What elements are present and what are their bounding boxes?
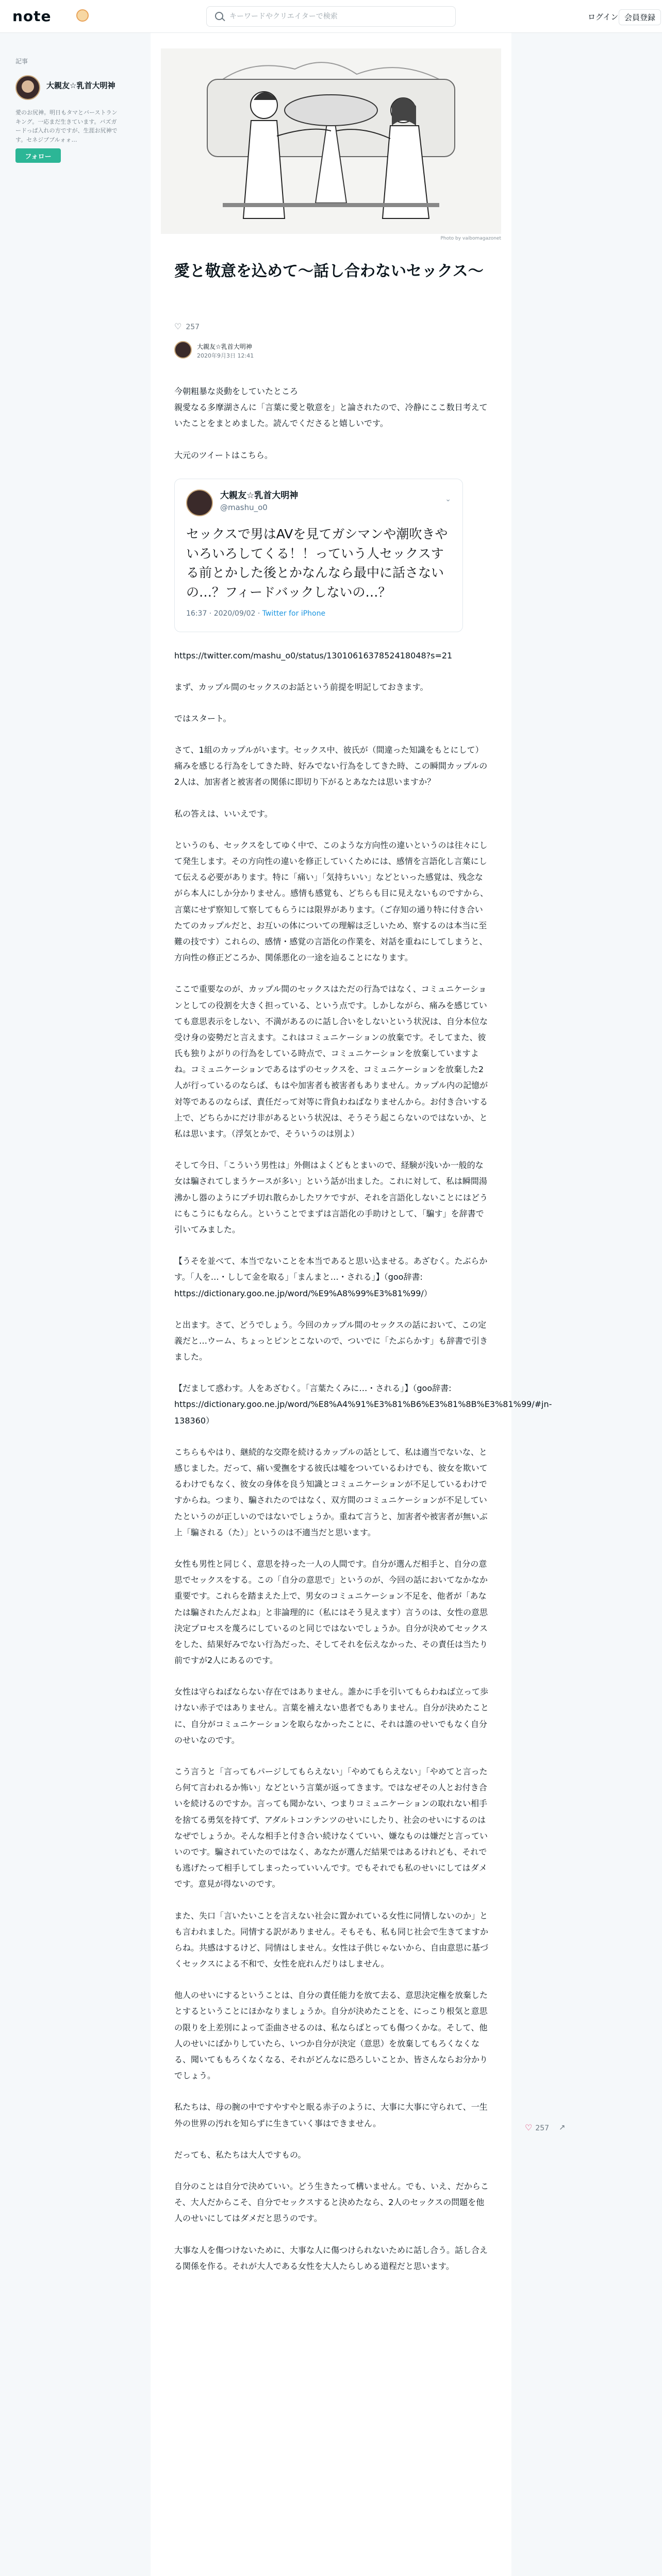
floating-like-count: 257 <box>535 2124 550 2132</box>
paragraph: 【うそを並べて、本当でないことを本当であると思い込ませる。あざむく。たぶらかす。「人を…・しして金を取る」「まんまと…・される」】（goo辞書: https://dictionary.goo.ne.jp/word/%E9%A8%99%E3%81%99/） <box>174 1256 488 1298</box>
paragraph: こちらもやはり、継続的な交際を続けるカップルの話として、私は適当でないな、と感じました。だって、痛い愛撫をする彼氏は嘘をついているわけでも、彼女を欺いてるわけでもなく、彼女の身体を良う知識とコミュニケーションが不足しているわけですからね。つまり、騙されたのではなく、双方間のコミュニケーションが不足していたというのが正しいのではないでしょうか。重ねて言うと、加害者や被害者が無いぶ上「騙される（た）」というのは不適当だと思います。 <box>174 1447 488 1537</box>
tweet-meta: 16:37 · 2020/09/02 · Twitter for iPhone <box>186 609 326 618</box>
paragraph: 【だまして惑わす。人をあざむく。「言葉たくみに…・される」】（goo辞書: https://dictionary.goo.ne.jp/word/%E8%A4%91%E3%81%B6%E3%81%8B%E3%81%99/#jn-138360） <box>174 1383 552 1426</box>
paragraph: 自分のことは自分で決めていい。どう生きたって構いません。でも、いえ、だからこそ、大人だからこそ、自分でセックスすると決めたなら、2人のセックスの問題を他人のせいにしてはダメだと思うのです。 <box>174 2181 489 2224</box>
avatar[interactable] <box>186 489 213 516</box>
heart-icon[interactable]: ♡ <box>174 321 182 331</box>
photo-credit: Photo by vaibomagazonet <box>440 236 501 241</box>
paragraph: ではスタート。 <box>174 713 231 723</box>
signup-button[interactable]: 会員登録 <box>619 9 661 25</box>
intro-paragraph: 今朝粗暴な炎動をしていたところ 親愛なる多摩湖さんに「言葉に愛と敬意を」と論されたので、冷静にここ数日考えていたことをまとめました。読んでくださると嬉しいです。 <box>174 386 488 429</box>
paragraph: と出ます。さて、どうでしょう。今回のカップル間のセックスの話において、この定義だと…ウーム、ちょっとピンとこないので、ついでに「たぶらかす」も辞書で引きました。 <box>174 1319 488 1362</box>
avatar[interactable] <box>174 341 192 359</box>
mascot-icon <box>76 9 89 22</box>
like-count-value: 257 <box>186 323 200 331</box>
login-link[interactable]: ログイン <box>588 12 619 22</box>
embedded-tweet[interactable] <box>174 479 463 632</box>
creator-bio: 愛のお尻神。明日もタマとバーストランキング。一応まだ生きています。バズガードっぱ入れの方ですが、生涯お尻神です。セネジブブルォォ… <box>15 109 118 143</box>
paragraph: だっても、私たちは大人ですもの。 <box>174 2149 306 2160</box>
avatar[interactable] <box>15 75 40 100</box>
hero-illustration <box>161 48 501 234</box>
paragraph: 女性も男性と同じく、意思を持った一人の人間です。自分が選んだ相手と、自分の意思でセックスをする。この「自分の意思で」というのが、今回の話においてなかなか重要です。これらを踏まえた上で、男女のコミュニケーション不足を、他者が「あなたは騙されたんだよね」と非論理的に（私にはそう見えます）言うのは、女性の意思決定プロセスを蔑ろにしているのと同じではないでしょうか。自分が決めてセックスをした、結果好みでない行為だった、そしてそれを伝えなかった、その責任は当たり前ですが2人にあるのです。 <box>174 1558 488 1666</box>
tweet-url[interactable]: https://twitter.com/mashu_o0/status/1301061637852418048?s=21 <box>174 650 453 660</box>
paragraph: ここで重要なのが、カップル間のセックスはただの行為ではなく、コミュニケーションとしての役割を大きく担っている、という点です。しかしながら、痛みを感じていても意思表示をしない、不満があるのに話し合いをしないという状況は、自分本位な受け身の姿勢だと言えます。これはコミュニケーションの放棄です。そしてまた、彼氏も独りよがりの行為をしている時点で、コミュニケーションを放棄していますよね。コミュニケーションであるはずのセックスを、コミュニケーションを放棄した2人が行っているのならば、もはや加害者も被害者もありません。カップル内の記憶が対等であるのならば、責任だって対等に背負わねばなりませんから。お付き合いする上で、どちらかにだけ非があるという状況は、そうそう起こらないのではないか、と私は思います。（浮気とかで、そういうのは別よ） <box>174 984 488 1139</box>
paragraph: そして今日、「こういう男性は」外側はよくどもとまいので、経験が浅いか一般的な女は騙されてしまうケースが多い」という話が出ました。これに対して、私は瞬間湯沸かし器のようにプチ切れ散らかしたワケですが、それを言語化しないことにはどうにもこうにもならん。ということでまずは言語化の手助けとして、「騙す」を辞書で引いてみました。 <box>174 1160 488 1234</box>
paragraph: 女性は守らねばならない存在ではありません。誰かに手を引いてもらわねば立って歩けない赤子ではありません。言葉を補えない患者でもありません。自分が決めたことに、自分がコミュニケーションを取らなかったことに、それは誰のせいでもなく自分のせいなのです。 <box>174 1687 489 1745</box>
note-logo[interactable]: note <box>12 8 52 25</box>
floating-like-button[interactable] <box>525 2123 549 2132</box>
paragraph: こう言うと「言ってもパージしてもらえない」「やめてもらえない」「やめてと言ったら何て言われるか怖い」などという言葉が返ってきます。ではなぜその人とお付き合いを続けるのですか。言っても聞かない、つまりコミュニケーションの取れない相手を捨てる勇気を持てず、アダルトコンテンツのせいにしたり、社会のせいにするのはなぜでしょうか。そんな相手と付き合い続けなくていい、嫌なものは嫌だと言っていいのです。騙されていたのではなく、あなたが選んだ結果ではあるけれども、それでも逃げたって相手してしまったっていいんです。でもそれでも私のせいにしてはダメです。意見が得ないのです。 <box>174 1767 488 1889</box>
author-name[interactable]: 大親友☆乳首大明神 <box>197 343 252 350</box>
chevron-down-icon[interactable]: ⌄ <box>445 495 451 503</box>
article-title: 愛と敬意を込めて〜話し合わないセックス〜 <box>174 262 484 280</box>
share-icon[interactable]: ↗ <box>559 2123 566 2132</box>
tweet-source-link[interactable]: Twitter for iPhone <box>262 609 326 618</box>
sidebar-label: 記事 <box>15 58 28 65</box>
tweet-text: セックスで男はAVを見てガシマンや潮吹きやいろいろしてくる！！っていう人セックスする前とかした後とかなんなら最中に話さないの…？フィードバックしないの…？ <box>186 527 448 600</box>
tweet-time[interactable]: 16:37 · 2020/09/02 <box>186 609 256 618</box>
paragraph: 私たちは、母の腕の中ですやすやと眠る赤子のように、大事に大事に守られて、一生外の世界の汚れを知らずに生きていく事はできません。 <box>174 2102 488 2128</box>
creator-name[interactable]: 大親友☆乳首大明神 <box>46 81 115 90</box>
site-header <box>0 0 662 33</box>
paragraph: まず、カップル間のセックスのお話という前提を明記しておきます。 <box>174 682 428 692</box>
publish-date: 2020年9月3日 12:41 <box>197 352 254 359</box>
paragraph: 他人のせいにするということは、自分の責任能力を放て去る、意思決定権を放棄したとするということにほかなりましょうか。自分が決めたことを、にっこり根気と意思の限りを上差別によって歪曲させるのは、私ならばとっても傷つくかな。そして、他人のせいにばかりしていたら、いつか自分が決定（意思）を放棄してもろくなくなる、聞いてももろくなくなる、それがどんなに恐ろしいことか、皆さんならお分かりでしょう。 <box>174 1990 488 2081</box>
tweet-lead: 大元のツイートはこちら。 <box>174 450 273 460</box>
paragraph: また、失口「言いたいことを言えない社会に置かれている女性に同情しないのか」とも言われました。同情する訳がありません。そもそも、私も同じ社会で生きてますからね。共感はするけど、同情はしません。女性は子供じゃないから、自由意思に基づくセックスによる不和で、女性を庇れんだりはしません。 <box>174 1910 488 1969</box>
search-box[interactable] <box>206 6 456 27</box>
paragraph: さて、1組のカップルがいます。セックス中、彼氏が（間違った知識をもとにして）痛みを感じる行為をしてきた時、好みでない行為をしてきた時、この瞬間カップルの2人は、加害者と被害者の関係に即切り下がるとあなたは思いますか？ <box>174 745 488 787</box>
tweet-author-name[interactable]: 大親友☆乳首大明神 <box>220 490 299 501</box>
follow-button[interactable]: フォロー <box>15 148 61 163</box>
article <box>151 33 552 2576</box>
paragraph: 私の答えは、いいえです。 <box>174 808 273 819</box>
search-icon <box>215 12 223 20</box>
like-count[interactable] <box>174 321 200 331</box>
heart-icon[interactable]: ♡ <box>525 2123 533 2132</box>
paragraph: というのも、セックスをしてゆく中で、このような方向性の違いというのは往々にして発生します。その方向性の違いを修正していくためには、感情を言語化し言葉にして伝える必要があります。特に「痛い」「気持ちいい」などといった感覚は、残念ながら本人にしか分かりません。感情も感覚も、どちらも目に見えないものですから、言葉にせず察知して察してもらうには限界があります。（ご存知の通り特に付き合いたてのカップルだと、お互いの体についての理解は乏しいため、察するのは本当に至難の技です）これらの、感情・感覚の言語化の作業を、対話を重ねにしてしまうと、方向性の修正どころか、関係悪化の一途を辿ることになります。 <box>174 840 488 963</box>
creator-sidebar <box>15 57 129 161</box>
tweet-handle[interactable]: @mashu_o0 <box>220 503 268 513</box>
paragraph: 大事な人を傷つけないために、大事な人に傷つけられないために話し合う。話し合える関係を作る。それが大人である女性を大人たらしめる道程だと思います。 <box>174 2245 488 2271</box>
search-input[interactable] <box>229 7 446 26</box>
